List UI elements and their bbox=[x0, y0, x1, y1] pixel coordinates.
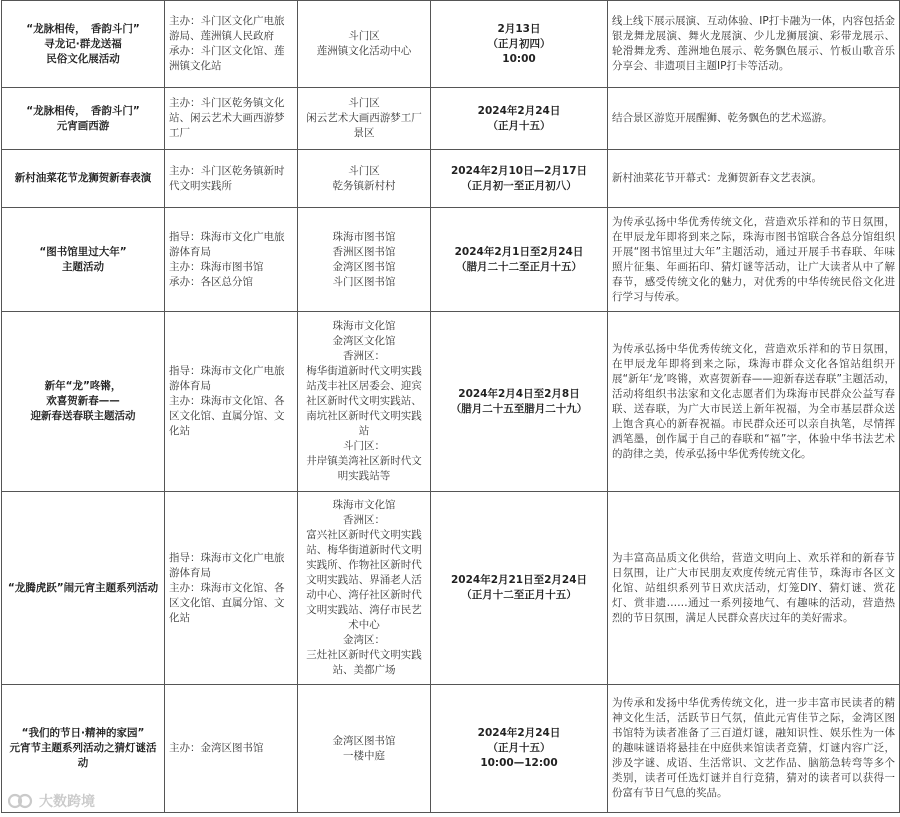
table-row bbox=[2, 150, 900, 208]
event-description: 为传承和发扬中华优秀传统文化，进一步丰富市民读者的精神文化生活，活跃节日气氛，值此元宵佳节之际，金湾区图书馆特为读者准备了三百道灯谜，融知识性、娱乐性为一体的趣味谜语将悬挂在中庭供来馆读者竞猜，灯谜内容广泛，涉及字谜、成语、生活常识、文艺作品、脑筋急转弯等多个类别，读者可任选灯谜并自行竞猜，猜对的读者可以获得一份富有节日气息的奖品。 bbox=[608, 685, 900, 813]
event-organizers: 指导：珠海市文化广电旅游体育局 主办：珠海市文化馆、各区文化馆、直属分馆、文化站 bbox=[165, 312, 298, 492]
event-venue: 斗门区 乾务镇新村村 bbox=[298, 150, 431, 208]
event-name: “我们的节日·精神的家园” 元宵节主题系列活动之猜灯谜活动 bbox=[2, 685, 165, 813]
event-name: 新村油菜花节龙狮贺新春表演 bbox=[2, 150, 165, 208]
event-name: 新年“龙”咚锵， 欢喜贺新春—— 迎新春送春联主题活动 bbox=[2, 312, 165, 492]
table-row bbox=[2, 492, 900, 685]
event-description: 线上线下展示展演、互动体验、IP打卡融为一体，内容包括金银龙舞龙展演、舞火龙展演、少儿龙狮展演、彩带龙展示、轮滑舞龙秀、莲洲地色展示、乾务飘色展示、竹板山歌音乐分享会、非遗项目主题IP打卡等活动。 bbox=[608, 1, 900, 88]
event-organizers: 主办：斗门区乾务镇文化站、闲云艺术大画西游梦工厂 bbox=[165, 88, 298, 150]
event-name: “图书馆里过大年” 主题活动 bbox=[2, 208, 165, 312]
brand-logo-icon bbox=[8, 792, 34, 810]
event-venue: 珠海市图书馆 香洲区图书馆 金湾区图书馆 斗门区图书馆 bbox=[298, 208, 431, 312]
event-venue: 斗门区 莲洲镇文化活动中心 bbox=[298, 1, 431, 88]
event-organizers: 主办：斗门区文化广电旅游局、莲洲镇人民政府 承办：斗门区文化馆、莲洲镇文化站 bbox=[165, 1, 298, 88]
event-name: “龙腾虎跃”闹元宵主题系列活动 bbox=[2, 492, 165, 685]
event-organizers: 主办：斗门区乾务镇新时代文明实践所 bbox=[165, 150, 298, 208]
watermark bbox=[8, 791, 95, 811]
table-row bbox=[2, 685, 900, 813]
event-time: 2024年2月1日至2月24日 （腊月二十二至正月十五） bbox=[431, 208, 608, 312]
event-time: 2024年2月24日 （正月十五） bbox=[431, 88, 608, 150]
event-venue: 珠海市文化馆 金湾区文化馆 香洲区： 梅华街道新时代文明实践站茂丰社区居委会、迎宾社区新时代文明实践站、南坑社区新时代文明实践站 斗门区： 井岸镇美湾社区新时代文明实践站等 bbox=[298, 312, 431, 492]
event-name: “龙脉相传， 香韵斗门” 元宵画西游 bbox=[2, 88, 165, 150]
event-organizers: 指导：珠海市文化广电旅游体育局 主办：珠海市文化馆、各区文化馆、直属分馆、文化站 bbox=[165, 492, 298, 685]
event-time: 2024年2月10日—2月17日 （正月初一至正月初八） bbox=[431, 150, 608, 208]
event-organizers: 主办：金湾区图书馆 bbox=[165, 685, 298, 813]
table-row bbox=[2, 1, 900, 88]
event-organizers: 指导：珠海市文化广电旅游体育局 主办：珠海市图书馆 承办：各区总分馆 bbox=[165, 208, 298, 312]
event-venue: 珠海市文化馆 香洲区： 富兴社区新时代文明实践站、梅华街道新时代文明实践所、作物社区新时代文明实践站、界涌老人活动中心、湾仔社区新时代文明实践站、湾仔市民艺术中心 金湾区： 三灶社区新时代文明实践站、美都广场 bbox=[298, 492, 431, 685]
table-row bbox=[2, 208, 900, 312]
event-description: 为传承弘扬中华优秀传统文化，营造欢乐祥和的节日氛围，在甲辰龙年即将到来之际，珠海市图书馆联合各总分馆组织开展“图书馆里过大年”主题活动，通过开展手书春联、年味照片征集、年画拓印、猜灯谜等活动，让广大读者从中了解春节，感受传统文化的魅力，对优秀的中华传统民俗文化进行学习与传承。 bbox=[608, 208, 900, 312]
event-time: 2月13日 （正月初四） 10:00 bbox=[431, 1, 608, 88]
event-time: 2024年2月4日至2月8日 （腊月二十五至腊月二十九） bbox=[431, 312, 608, 492]
events-table bbox=[1, 0, 900, 813]
event-venue: 金湾区图书馆 一楼中庭 bbox=[298, 685, 431, 813]
event-description: 新村油菜花节开幕式：龙狮贺新春文艺表演。 bbox=[608, 150, 900, 208]
event-time: 2024年2月24日 （正月十五） 10:00—12:00 bbox=[431, 685, 608, 813]
event-time: 2024年2月21日至2月24日 （正月十二至正月十五） bbox=[431, 492, 608, 685]
event-description: 结合景区游览开展醒狮、乾务飘色的艺术巡游。 bbox=[608, 88, 900, 150]
table-row bbox=[2, 88, 900, 150]
watermark-text: 大数跨境 bbox=[39, 794, 95, 810]
event-name: “龙脉相传， 香韵斗门” 寻龙记·群龙送福 民俗文化展活动 bbox=[2, 1, 165, 88]
table-row bbox=[2, 312, 900, 492]
event-description: 为丰富高品质文化供给，营造文明向上、欢乐祥和的新春节日氛围，让广大市民朋友欢度传统元宵佳节，珠海市各区文化馆、站组织系列节日欢庆活动，灯笼DIY、猜灯谜、赏花灯、赏非遗……通过一系列接地气、有趣味的活动，营造热烈的节日氛围，满足人民群众喜庆过年的美好需求。 bbox=[608, 492, 900, 685]
event-description: 为传承弘扬中华优秀传统文化，营造欢乐祥和的节日氛围，在甲辰龙年即将到来之际，珠海市群众文化各馆站组织开展“新年‘龙’咚锵，欢喜贺新春——迎新春送春联”主题活动，活动将组织书法家和文化志愿者们为珠海市民群众公益写春联、送春联，为广大市民送上新年祝福，为全市基层群众送上饱含真心的新春祝福。市民群众还可以亲自执笔，尽情挥洒笔墨，创作属于自己的春联和“福”字，体验中华书法艺术的韵律之美，传承弘扬中华优秀传统文化。 bbox=[608, 312, 900, 492]
event-venue: 斗门区 闲云艺术大画西游梦工厂景区 bbox=[298, 88, 431, 150]
